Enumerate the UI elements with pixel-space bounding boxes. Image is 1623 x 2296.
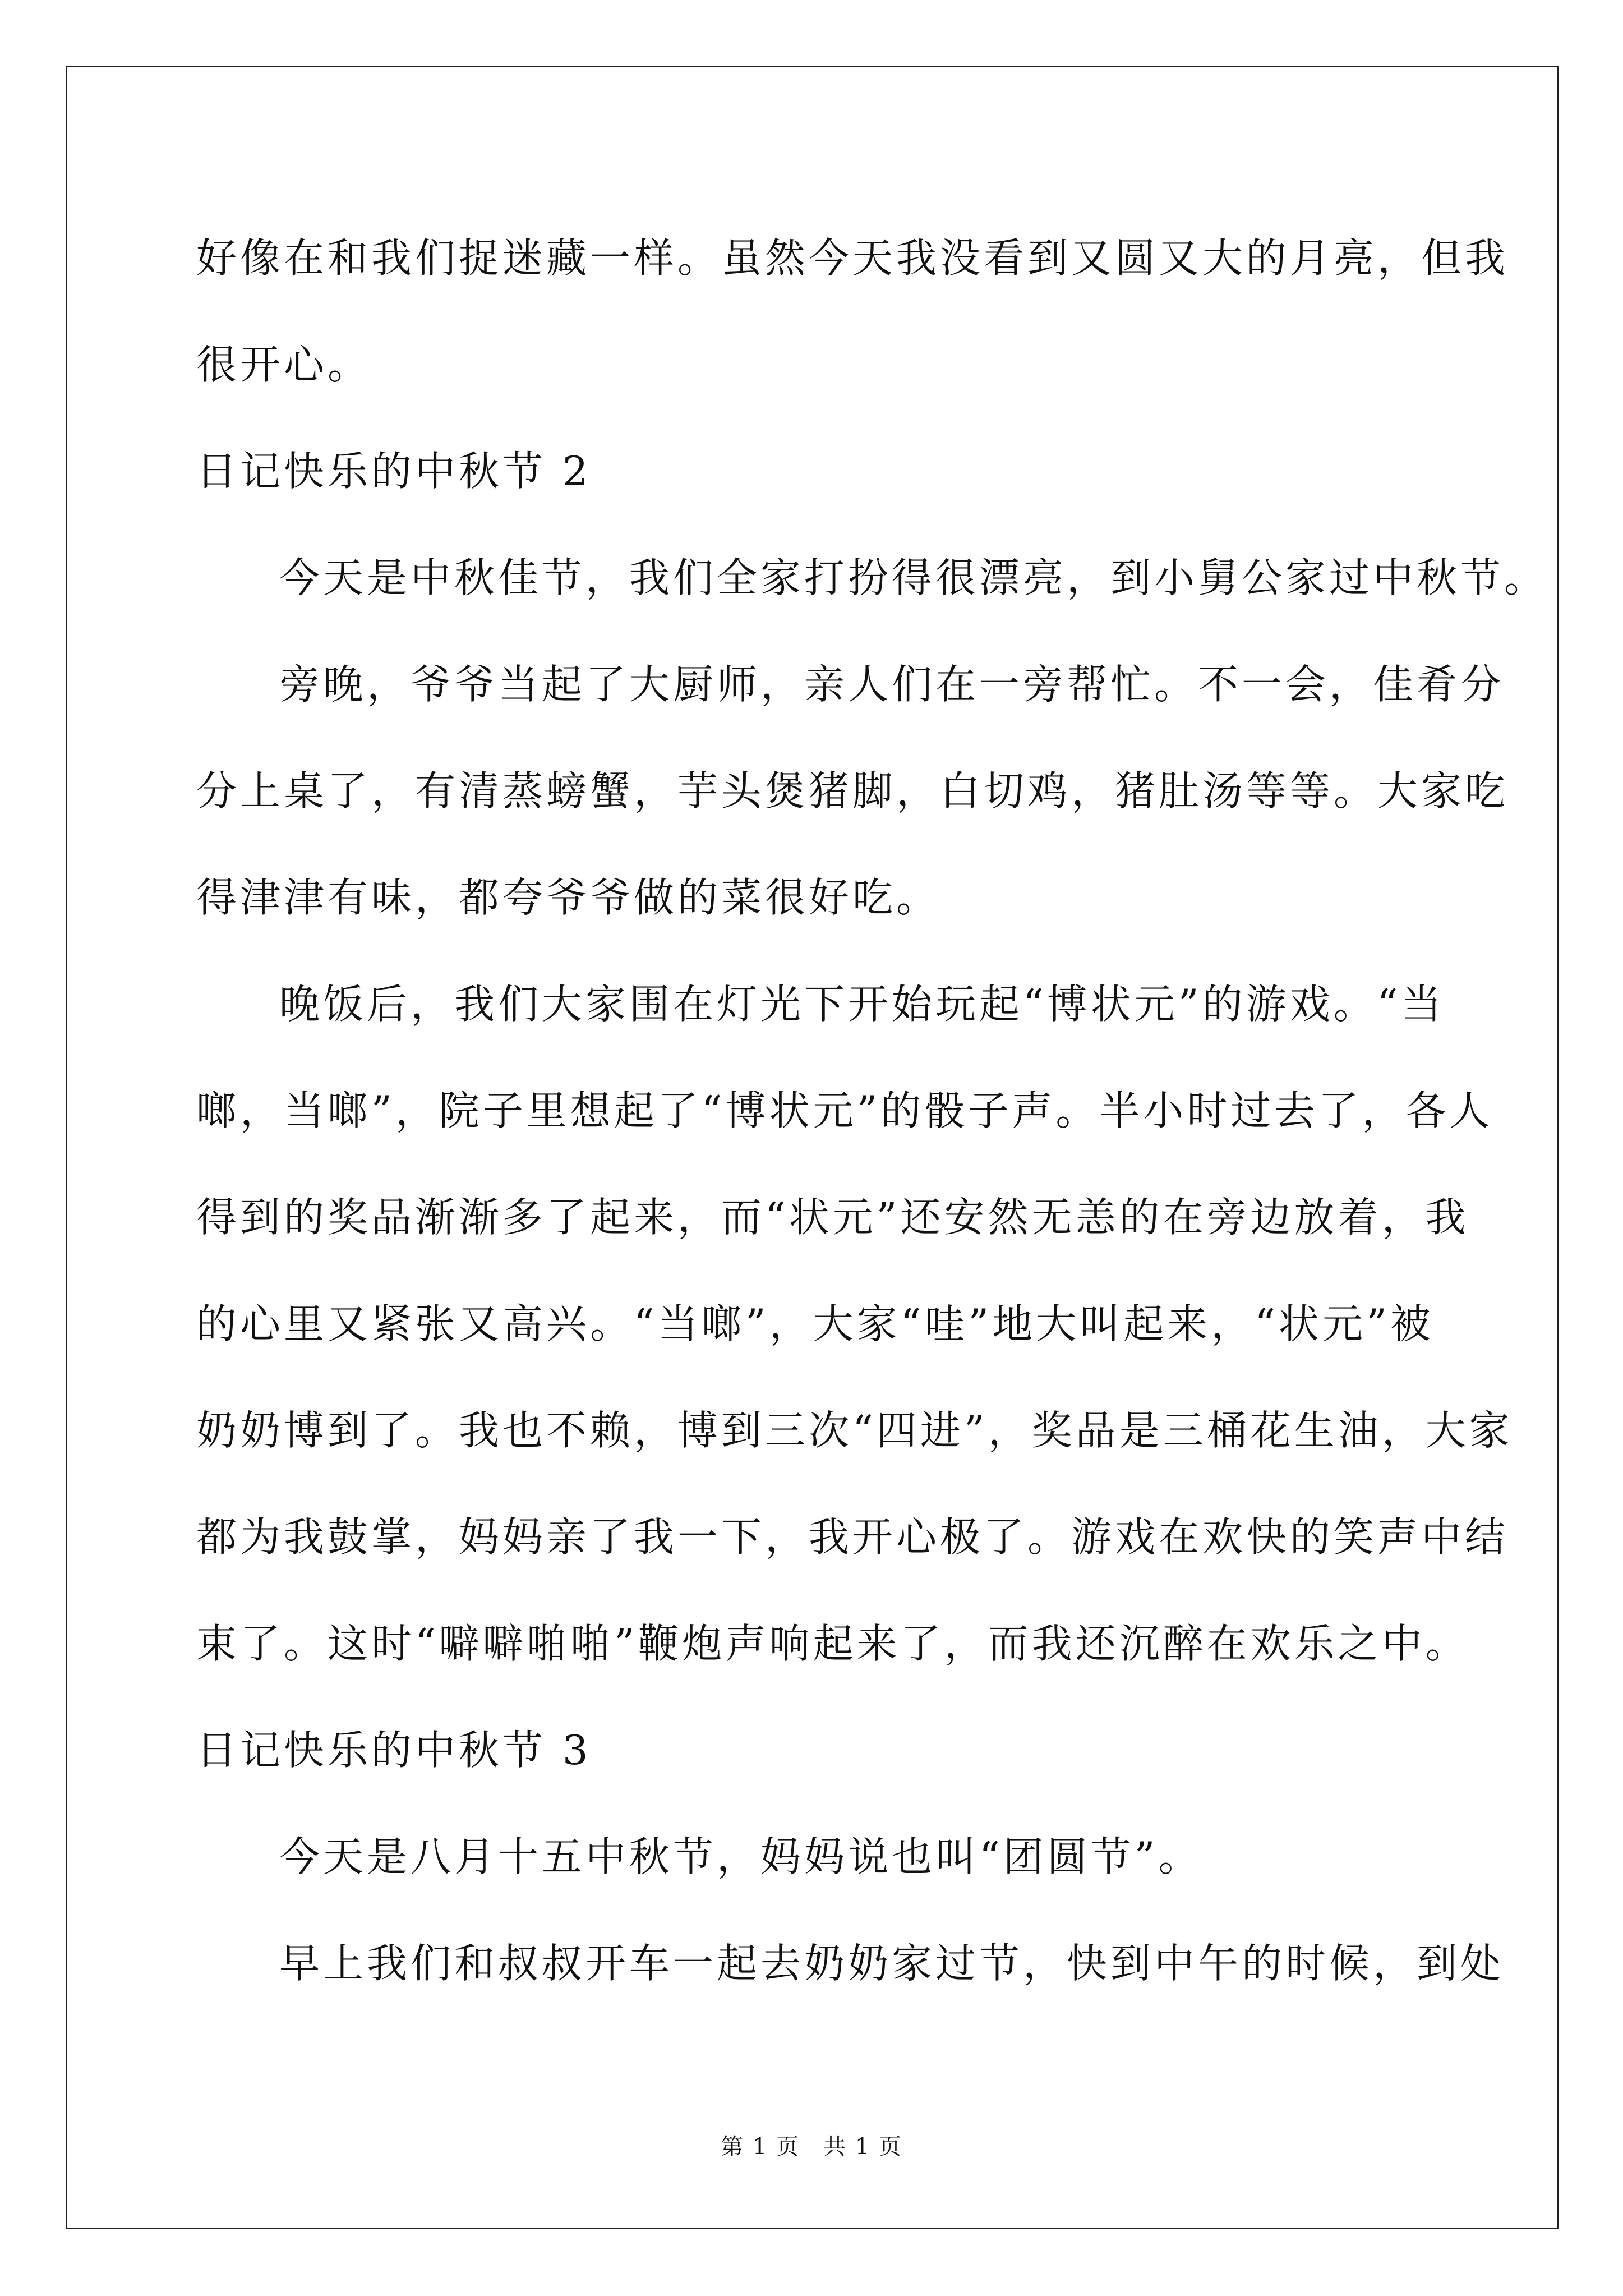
text-line: 奶奶博到了。我也不赖，博到三次“四进”，奖品是三桶花生油，大家 bbox=[196, 1407, 1513, 1454]
text-line: 的心里又紧张又高兴。“当啷”，大家“哇”地大叫起来，“状元”被 bbox=[196, 1300, 1434, 1347]
text-line: 都为我鼓掌，妈妈亲了我一下，我开心极了。游戏在欢快的笑声中结 bbox=[196, 1513, 1509, 1561]
page-number: 第 1 页 共 1 页 bbox=[721, 2134, 902, 2160]
text-line: 束了。这时“噼噼啪啪”鞭炮声响起来了，而我还沉醉在欢乐之中。 bbox=[196, 1620, 1469, 1667]
text-line: 得津津有味，都夸爷爷做的菜很好吃。 bbox=[196, 874, 940, 921]
text-line: 好像在和我们捉迷藏一样。虽然今天我没看到又圆又大的月亮，但我 bbox=[196, 234, 1509, 282]
text-line: 啷，当啷”，院子里想起了“博状元”的骰子声。半小时过去了，各人 bbox=[196, 1087, 1493, 1134]
document-body bbox=[196, 205, 1548, 2017]
text-line: 旁晚，爷爷当起了大厨师，亲人们在一旁帮忙。不一会，佳肴分 bbox=[279, 661, 1505, 708]
text-line: 今天是八月十五中秋节，妈妈说也叫“团圆节”。 bbox=[279, 1833, 1202, 1880]
text-line: 早上我们和叔叔开车一起去奶奶家过节，快到中午的时候，到处 bbox=[279, 1940, 1505, 1987]
section-heading: 日记快乐的中秋节 2 bbox=[196, 448, 592, 495]
text-line: 晚饭后，我们大家围在灯光下开始玩起“博状元”的游戏。“当 bbox=[279, 981, 1445, 1028]
text-line: 得到的奖品渐渐多了起来，而“状元”还安然无恙的在旁边放着，我 bbox=[196, 1194, 1469, 1241]
text-line: 今天是中秋佳节，我们全家打扮得很漂亮，到小舅公家过中秋节。 bbox=[279, 554, 1548, 601]
text-line: 很开心。 bbox=[196, 341, 372, 388]
section-heading: 日记快乐的中秋节 3 bbox=[196, 1727, 592, 1774]
text-line: 分上桌了，有清蒸螃蟹，芋头煲猪脚，白切鸡，猪肚汤等等。大家吃 bbox=[196, 767, 1509, 815]
